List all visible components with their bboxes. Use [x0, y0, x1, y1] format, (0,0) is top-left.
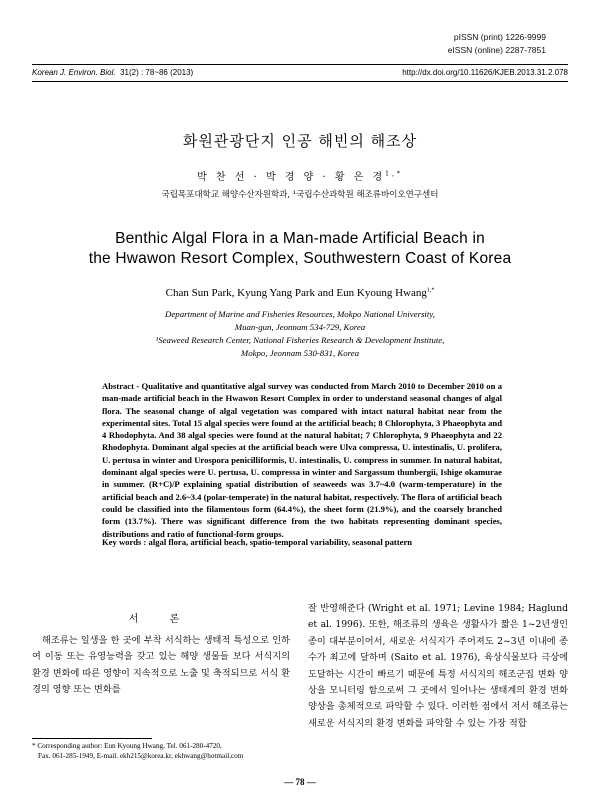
journal-citation: [32, 68, 193, 77]
journal-volume: 31(2) : 78~86 (2013): [120, 68, 194, 77]
english-affiliation: [0, 308, 600, 360]
footnote-line2: Fax. 061-285-1949, E-mail. ekh215@korea.kr, ekhwang@hotmail.com: [38, 752, 244, 760]
corresponding-footnote: [32, 741, 290, 761]
english-affil-line2: Muan-gun, Jeonnam 534-729, Korea: [234, 322, 366, 332]
korean-authors: [0, 168, 600, 183]
eissn-text: eISSN (online) 2287-7851: [447, 45, 546, 55]
english-author-names: Chan Sun Park, Kyung Yang Park and Eun Kyoung Hwang: [165, 287, 427, 299]
english-affil-line3: ¹Seaweed Research Center, National Fisheries Research & Development Institute,: [155, 335, 445, 345]
korean-title: 화원관광단지 인공 해빈의 해조상: [182, 132, 418, 150]
section-title-introduction: 서 론: [128, 614, 194, 625]
pissn-text: pISSN (print) 1226-9999: [453, 32, 546, 42]
intro-paragraph-right: 잘 반영해준다 (Wright et al. 1971; Levine 1984; Haglund et al. 1996). 또한, 해조류의 생육은 생활사가 짧은 1~2년생인 종이 대부분이어서, 새로운 서식지가 주어져도 2~3년 이내에 종수가 최고에 달하며 (Saito et al. 1976), 육상식물보다 극상에 도달하는 시간이 빠르기 때문에 특정 서식지의 해조군집 변화 양상을 모니터링 함으로써 그 곳에서 일어나는 생태계의 환경 변화 양상을 총체적으로 파악할 수 있다. 이러한 점에서 저서 해조류는 새로운 서식지의 환경 변화를 파악할 수 있는 가장 적합: [308, 603, 568, 729]
english-title-line1: Benthic Algal Flora in a Man-made Artificial Beach in: [115, 230, 485, 247]
doi-link[interactable]: http://dx.doi.org/10.11626/KJEB.2013.31.2.078: [402, 68, 568, 77]
english-affil-line4: Mokpo, Jeonnam 530-831, Korea: [240, 348, 360, 358]
english-title-line2: the Hwawon Resort Complex, Southwestern Coast of Korea: [88, 250, 512, 267]
header-rule-top: [32, 64, 568, 65]
korean-author-sup: 1,*: [385, 170, 403, 178]
korean-author-names: 박 찬 선 · 박 경 양 · 황 은 경: [197, 172, 386, 183]
header-rule-bottom: [32, 81, 568, 82]
abstract-text: Abstract - Qualitative and quantitative algal survey was conducted from March 2010 to December 2010 on a man-made artificial beach in the Hwawon Resort Complex in order to understand seasonal changes of algal flora. The seasonal change of algal vegetation was compared with intact natural habitat near from the experimental sites. Total 15 algal species were found at the artificial beach; 8 Chlorophyta, 3 Phaeophyta and 4 Rhodophyta. And 38 algal species were found at the natural habitat; 7 Chlorophyta, 9 Phaeophyta and 22 Rhodophyta. Dominant algal species at the artificial beach were Ulva compressa, U. intestinalis, U. prolifera, U. pertusa in winter and Urospora penicilliformis, U. intestinalis, U. compress in summer. In natural habitat, dominant algal species were U. pertusa, U. compressa in winter and Sargassum thunbergii, Ishige okamurae in summer. (R+C)/P explaining spatial distribution of seaweeds was 3.7~4.0 (warm-temperature) in the artificial beach and 2.6~3.4 (polar-temperate) in the natural habitat, respectively. The flora of artificial beach could be classified into the filamentous form (64.4%), the sheet form (21.9%), and the coarsely branched form (13.7%). There was significant difference from the two habitats representing dominant species, distributions and ratio of functional-form groups.: [102, 381, 502, 539]
english-author-sup: 1,*: [426, 287, 435, 294]
english-affil-line1: Department of Marine and Fisheries Resources, Mokpo National University,: [165, 309, 435, 319]
page-number: — 78 —: [284, 777, 316, 787]
journal-name: Korean J. Environ. Biol.: [32, 68, 116, 77]
english-authors: [0, 287, 600, 299]
footnote-line1: * Corresponding author: Eun Kyoung Hwang, Tel. 061-280-4720,: [32, 742, 222, 750]
keywords-text: Key words : algal flora, artificial beach, spatio-temporal variability, seasonal pattern: [102, 537, 413, 547]
english-title: [0, 229, 600, 269]
intro-paragraph-left: 해조류는 일생을 한 곳에 부착 서식하는 생태적 특성으로 인하여 이동 또는 유영능력을 갖고 있는 해양 생물들 보다 서식지의 환경 변화에 따른 영향이 지속적으로 노출 및 축적되므로 서식 환경의 영향 또는 변화를: [32, 635, 290, 696]
footnote-rule: [32, 738, 152, 739]
korean-affiliation: 국립목포대학교 해양수산자원학과, ¹국립수산과학원 해조류바이오연구센터: [161, 190, 439, 200]
